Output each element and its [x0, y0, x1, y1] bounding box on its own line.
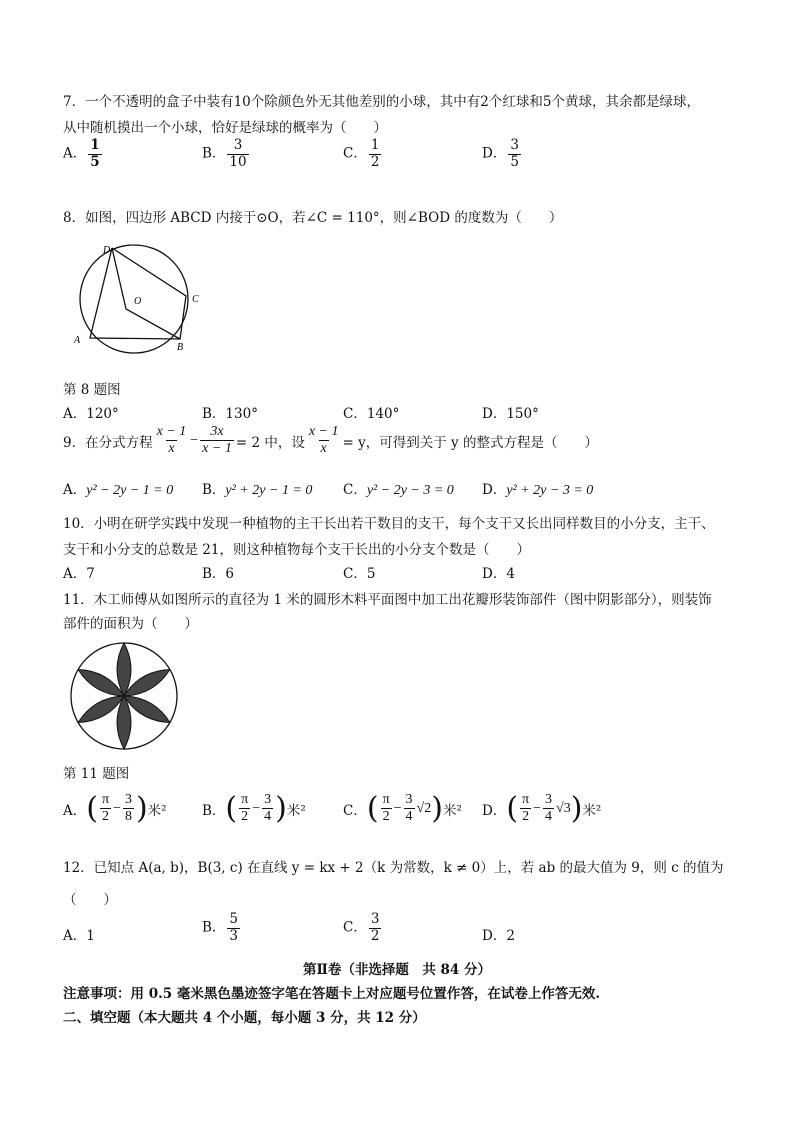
option-letter: B．	[202, 406, 226, 422]
option-letter: B．	[202, 482, 226, 498]
section-fill-in-heading: 二、填空题（本大题共 4 个小题，每小题 3 分，共 12 分）	[63, 1010, 426, 1026]
option-text: y² − 2y − 1 = 0	[86, 483, 174, 498]
option-letter: D．	[482, 482, 507, 498]
option-text: 130°	[225, 406, 258, 422]
minus: −	[393, 800, 402, 816]
q9-middle: = 2 中，设	[235, 434, 305, 451]
q11-option-d[interactable]: D． ( $\frac{\pi}{2}$ − $\frac{3}{4}$ √3 ) 米²	[482, 790, 602, 826]
q10-option-c[interactable]	[343, 562, 375, 582]
option-text: 120°	[86, 406, 119, 422]
frac-num: 3	[233, 137, 243, 153]
q10-stem-line1: 10．小明在研学实践中发现一种植物的主干长出若干数目的支干，每个支干又长出同样数目的小分支，主干、	[63, 516, 715, 532]
label-o: O	[134, 296, 142, 307]
q7-option-b[interactable]	[202, 138, 251, 170]
frac-den: 8	[124, 809, 132, 825]
frac-den: x	[320, 441, 327, 457]
q10-option-a[interactable]	[63, 562, 95, 582]
frac-num: π	[101, 792, 110, 807]
frac-den: 2	[382, 809, 390, 825]
unit: 米²	[286, 802, 306, 819]
option-letter: A．	[63, 145, 87, 162]
q9-prefix: 9．在分式方程	[63, 434, 153, 451]
q11-stem-line2: 部件的面积为（ ）	[63, 616, 198, 632]
q8-option-a[interactable]	[63, 402, 119, 422]
q12-option-b[interactable]	[202, 912, 242, 944]
q7-stem-line2: 从中随机摸出一个小球，恰好是绿球的概率为（ ）	[63, 120, 387, 136]
minus: −	[252, 800, 261, 816]
option-text: 150°	[506, 406, 539, 422]
frac-num: 3	[264, 792, 272, 807]
frac-num: 3	[510, 137, 519, 153]
part2-notice: 注意事项：用 0.5 毫米黑色墨迹签字笔在答题卡上对应题号位置作答，在试卷上作答无效.	[63, 986, 601, 1002]
frac-num: 3	[545, 792, 553, 807]
frac-num: 3x	[210, 424, 224, 439]
option-letter: C．	[343, 566, 367, 582]
q8-option-d[interactable]	[482, 402, 539, 422]
option-letter: C．	[343, 919, 367, 936]
q11-option-c[interactable]: C． ( $\frac{\pi}{2}$ − $\frac{3}{4}$ √2 ) 米²	[343, 790, 462, 826]
label-b: B	[177, 342, 184, 353]
frac-den: 2	[370, 927, 380, 944]
label-d: D	[103, 245, 111, 256]
frac-den: 4	[405, 809, 413, 825]
option-letter: B．	[202, 919, 226, 936]
option-letter: B．	[202, 566, 226, 582]
option-letter: B．	[202, 802, 226, 819]
frac-den: x − 1	[202, 441, 232, 457]
frac-num: π	[241, 792, 249, 807]
q8-option-c[interactable]	[343, 402, 399, 422]
frac-num: x − 1	[308, 424, 339, 439]
q8-circle-figure	[68, 240, 208, 355]
option-text: y² + 2y − 1 = 0	[225, 483, 313, 498]
q11-flower-figure	[68, 640, 180, 752]
frac-den: 2	[241, 809, 249, 825]
frac-num: 5	[229, 911, 239, 927]
q10-option-d[interactable]	[482, 562, 515, 582]
q12-option-c[interactable]	[343, 912, 383, 944]
option-text: 6	[225, 566, 235, 582]
frac-den: 2	[102, 809, 109, 825]
option-letter: C．	[343, 145, 367, 162]
quadrilateral-abcd	[90, 248, 186, 339]
unit: 米²	[442, 802, 462, 819]
option-letter: D．	[482, 406, 507, 422]
option-text: y² − 2y − 3 = 0	[366, 483, 454, 498]
q11-figure-caption: 第 11 题图	[63, 766, 130, 782]
frac-num: 3	[370, 911, 380, 927]
q12-option-d[interactable]	[482, 924, 515, 944]
q8-stem: 8．如图，四边形 ABCD 内接于⊙O，若∠C = 110°，则∠BOD 的度数为（ ）	[63, 210, 563, 226]
option-letter: A．	[63, 406, 87, 422]
frac-num: π	[382, 792, 390, 807]
option-text: 140°	[366, 406, 400, 422]
radii-od-ob	[112, 248, 180, 339]
q11-option-a[interactable]: A． ( $\frac{\pi}{2}$ − $\frac{3}{8}$ ) 米²	[63, 790, 167, 826]
option-text: y² + 2y − 3 = 0	[506, 483, 594, 498]
frac-den: 2	[522, 809, 530, 825]
frac-den: 10	[229, 153, 247, 170]
q7-option-d[interactable]	[482, 138, 523, 170]
frac-num: 1	[90, 137, 100, 153]
q11-option-b[interactable]: B． ( $\frac{\pi}{2}$ − $\frac{3}{4}$ ) 米²	[202, 790, 306, 826]
q12-stem-line2: （ ）	[63, 892, 117, 908]
frac-num: π	[522, 792, 530, 807]
q10-option-b[interactable]	[202, 562, 234, 582]
part2-title: 第Ⅱ卷（非选择题 共 84 分）	[302, 962, 492, 978]
minus: −	[113, 800, 121, 816]
q7-option-a[interactable]	[63, 138, 104, 170]
frac-den: x	[168, 441, 175, 457]
q7-stem-line1: 7．一个不透明的盒子中装有10个除颜色外无其他差别的小球，其中有2个红球和5个黄球，其余都是绿球，	[63, 94, 700, 110]
q7-option-c[interactable]	[343, 138, 383, 170]
option-text: 7	[86, 566, 95, 582]
option-text: 2	[506, 928, 515, 944]
q12-stem-line1: 12．已知点 A(a, b)，B(3, c) 在直线 y = kx + 2（k 为常数，k ≠ 0）上，若 ab 的最大值为 9，则 c 的值为	[63, 860, 724, 876]
frac-num: 3	[124, 792, 132, 807]
unit: 米²	[582, 802, 602, 819]
root: √3	[556, 800, 571, 816]
q11-stem-line1: 11．木工师傅从如图所示的直径为 1 米的圆形木料平面图中加工出花瓣形装饰部件（图中阴影部分），则装饰	[63, 592, 712, 608]
q9-stem	[63, 424, 598, 457]
minus: −	[533, 800, 542, 816]
frac-num: 3	[405, 792, 413, 807]
frac-den: 5	[510, 153, 519, 170]
frac-num: x − 1	[156, 424, 187, 439]
q9-option-d[interactable]	[482, 478, 593, 499]
frac-den: 4	[264, 809, 272, 825]
root: √2	[416, 800, 432, 816]
option-letter: B．	[202, 145, 226, 162]
label-a: A	[74, 335, 81, 346]
option-text: 5	[366, 566, 376, 582]
frac-den: 5	[90, 153, 100, 170]
q10-stem-line2: 支干和小分支的总数是 21，则这种植物每个支干长出的小分支个数是（ ）	[63, 542, 530, 558]
option-letter: C．	[343, 482, 367, 498]
q9-option-c[interactable]	[343, 478, 454, 499]
label-c: C	[192, 294, 199, 305]
option-letter: D．	[482, 928, 507, 944]
option-letter: D．	[482, 145, 507, 162]
frac-den: 2	[370, 153, 380, 170]
option-letter: A．	[63, 802, 87, 819]
option-letter: D．	[482, 802, 507, 819]
unit: 米²	[147, 802, 167, 819]
frac-den: 4	[545, 809, 553, 825]
option-letter: C．	[343, 406, 367, 422]
q9-option-b[interactable]	[202, 478, 312, 499]
frac-den: 3	[229, 927, 239, 944]
option-letter: A．	[63, 482, 87, 498]
option-letter: D．	[482, 566, 507, 582]
q8-figure-caption: 第 8 题图	[63, 382, 121, 398]
q9-option-a[interactable]	[63, 478, 173, 499]
q9-minus: −	[190, 432, 199, 448]
option-letter: A．	[63, 566, 87, 582]
option-text: 1	[86, 928, 95, 944]
option-letter: A．	[63, 928, 87, 944]
frac-num: 1	[370, 137, 380, 153]
q8-option-b[interactable]	[202, 402, 258, 422]
q12-option-a[interactable]	[63, 924, 95, 944]
q9-suffix: = y，可得到关于 y 的整式方程是（ ）	[342, 434, 598, 451]
option-text: 4	[506, 566, 515, 582]
option-letter: C．	[343, 802, 367, 819]
